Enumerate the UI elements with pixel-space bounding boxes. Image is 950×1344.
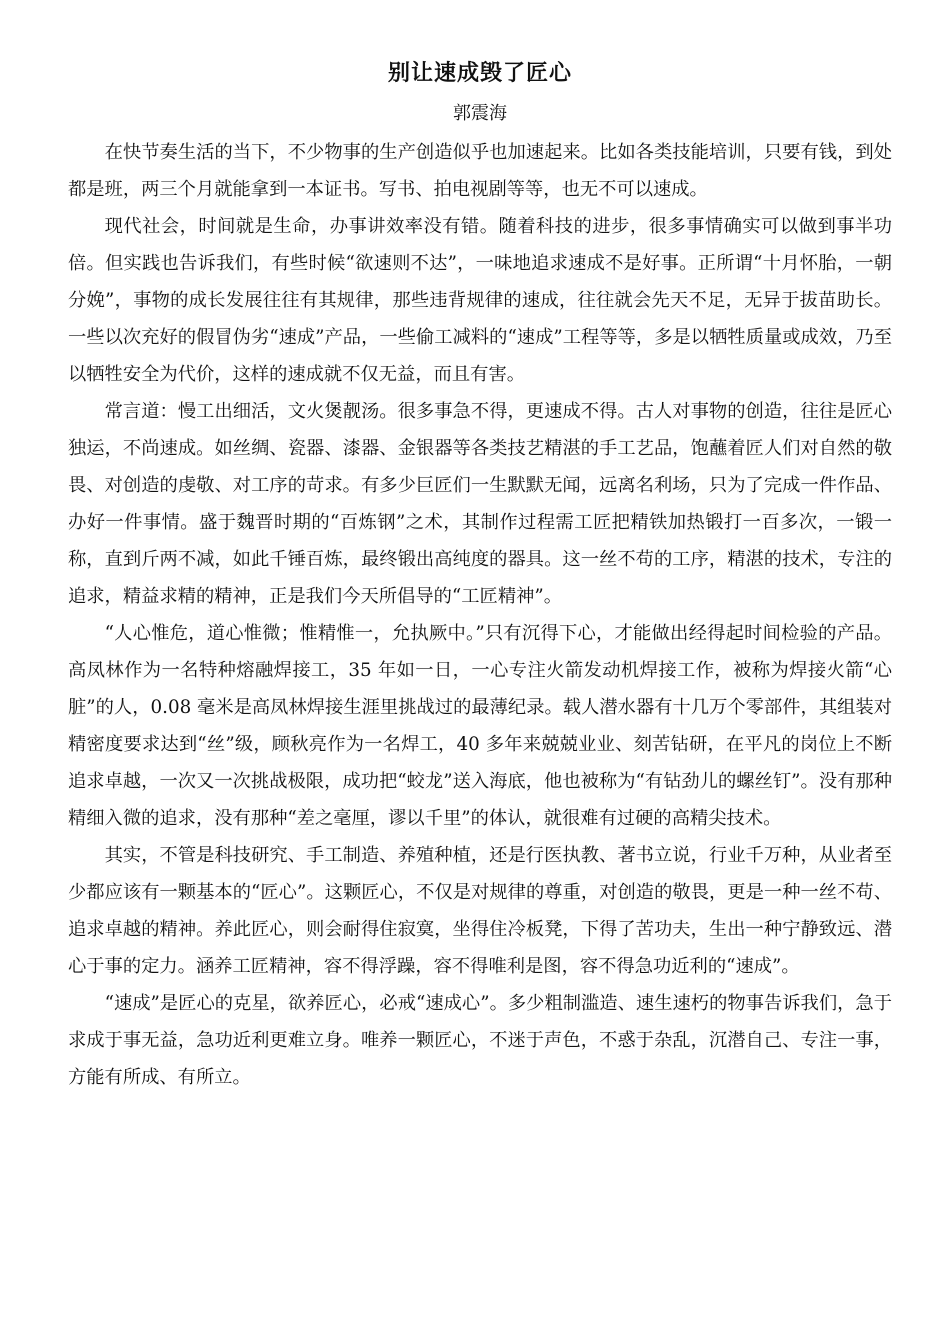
article-author: 郭震海 bbox=[453, 103, 507, 124]
paragraph-5: 其实，不管是科技研究、手工制造、养殖种植，还是行医执教、著书立说，行业千万种，从业者至少都应该有一颗基本的“匠心”。这颗匠心，不仅是对规律的尊重，对创造的敬畏，更是一种一丝不苟、追求卓越的精神。养此匠心，则会耐得住寂寞，坐得住冷板凳，下得了苦功夫，生出一种宁静致远、潜心于事的定力。涵养工匠精神，容不得浮躁，容不得唯利是图，容不得急功近利的“速成”。 bbox=[68, 845, 892, 977]
paragraph-2: 现代社会，时间就是生命，办事讲效率没有错。随着科技的进步，很多事情确实可以做到事半功倍。但实践也告诉我们，有些时候“欲速则不达”，一味地追求速成不是好事。正所谓“十月怀胎，一朝分娩”，事物的成长发展往往有其规律，那些违背规律的速成，往往就会先天不足，无异于拔苗助长。一些以次充好的假冒伪劣“速成”产品，一些偷工减料的“速成”工程等等，多是以牺牲质量或成效，乃至以牺牲安全为代价，这样的速成就不仅无益，而且有害。 bbox=[68, 216, 892, 385]
paragraph-6: “速成”是匠心的克星，欲养匠心，必戒“速成心”。多少粗制滥造、速生速朽的物事告诉我们，急于求成于事无益，急功近利更难立身。唯养一颗匠心，不迷于声色，不惑于杂乱，沉潜自己、专注一事，方能有所成、有所立。 bbox=[68, 993, 892, 1088]
article-title: 别让速成毁了匠心 bbox=[387, 61, 572, 86]
document-page bbox=[68, 58, 892, 1096]
paragraph-1: 在快节奏生活的当下，不少物事的生产创造似乎也加速起来。比如各类技能培训，只要有钱，到处都是班，两三个月就能拿到一本证书。写书、拍电视剧等等，也无不可以速成。 bbox=[68, 142, 892, 200]
paragraph-3: 常言道：慢工出细活，文火煲靓汤。很多事急不得，更速成不得。古人对事物的创造，往往是匠心独运，不尚速成。如丝绸、瓷器、漆器、金银器等各类技艺精湛的手工艺品，饱蘸着匠人们对自然的敬畏、对创造的虔敬、对工序的苛求。有多少巨匠们一生默默无闻，远离名利场，只为了完成一件作品、办好一件事情。盛于魏晋时期的“百炼钢”之术，其制作过程需工匠把精铁加热锻打一百多次，一锻一称，直到斤两不减，如此千锤百炼，最终锻出高纯度的器具。这一丝不苟的工序，精湛的技术，专注的追求，精益求精的精神，正是我们今天所倡导的“工匠精神”。 bbox=[68, 401, 892, 607]
paragraph-4: “人心惟危，道心惟微；惟精惟一，允执厥中。”只有沉得下心，才能做出经得起时间检验的产品。高凤林作为一名特种熔融焊接工，35 年如一日，一心专注火箭发动机焊接工作，被称为焊接火箭“心脏”的人，0.08 毫米是高凤林焊接生涯里挑战过的最薄纪录。载人潜水器有十几万个零部件，其组装对精密度要求达到“丝”级，顾秋亮作为一名焊工，40 多年来兢兢业业、刻苦钻研，在平凡的岗位上不断追求卓越，一次又一次挑战极限，成功把“蛟龙”送入海底，他也被称为“有钻劲儿的螺丝钉”。没有那种精细入微的追求，没有那种“差之毫厘，谬以千里”的体认，就很难有过硬的高精尖技术。 bbox=[68, 623, 892, 829]
